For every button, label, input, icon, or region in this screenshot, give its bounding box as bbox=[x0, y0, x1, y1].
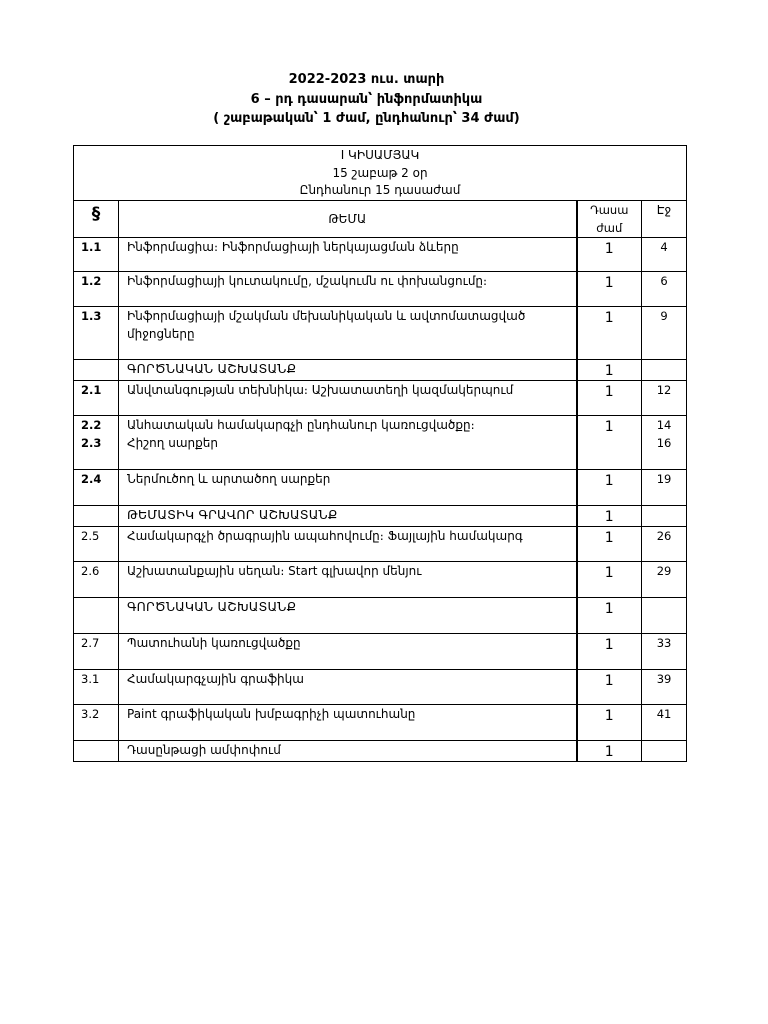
topic-text: Ներմուծող և արտածող սարքեր bbox=[119, 470, 577, 506]
section-number: 2.7 bbox=[74, 634, 119, 670]
semester-duration: 15 շաբաթ 2 օր bbox=[332, 165, 428, 180]
table-row bbox=[74, 307, 687, 360]
section-number: 2.4 bbox=[74, 470, 119, 506]
table-row bbox=[74, 634, 687, 670]
lesson-hours: 1 bbox=[577, 705, 642, 741]
hours-column-header-label: Դասա ժամ bbox=[590, 203, 629, 235]
topic-text: Ինֆորմացիայի կուտակումը, մշակումն ու փոխանցումը։ bbox=[119, 272, 577, 307]
page-number: 14 bbox=[656, 418, 672, 432]
section-number: 1.2 bbox=[74, 272, 119, 307]
table-row bbox=[74, 470, 687, 506]
topic-text: ԳՈՐԾՆԱԿԱՆ ԱՇԽԱՏԱՆՔ bbox=[119, 598, 577, 634]
page-number: 12 bbox=[642, 381, 687, 416]
section-column-header: § bbox=[74, 201, 119, 238]
table-row bbox=[74, 416, 687, 470]
section-number-cell bbox=[74, 598, 119, 634]
section-number: 1.3 bbox=[74, 307, 119, 360]
section-number: 2.2 bbox=[81, 418, 102, 432]
lesson-hours: 1 bbox=[577, 634, 642, 670]
table-row bbox=[74, 562, 687, 598]
semester-header-row bbox=[74, 146, 687, 201]
page-number-cell bbox=[642, 360, 687, 381]
topic-cell bbox=[119, 416, 577, 470]
section-number: 2.3 bbox=[81, 436, 102, 450]
lesson-hours: 1 bbox=[577, 506, 642, 527]
lesson-hours: 1 bbox=[577, 470, 642, 506]
topic-text: Համակարգչի ծրագրային ապահովումը։ Ֆայլային համակարգ bbox=[119, 527, 577, 562]
page-number-cell bbox=[642, 598, 687, 634]
section-number: 1.1 bbox=[74, 238, 119, 272]
lesson-hours: 1 bbox=[577, 381, 642, 416]
section-number: 2.5 bbox=[74, 527, 119, 562]
section-number-cell bbox=[74, 416, 119, 470]
column-header-row bbox=[74, 201, 687, 238]
topic-text: Անհատական համակարգչի ընդհանուր կառուցվածքը։ bbox=[127, 418, 475, 432]
section-number: 2.1 bbox=[74, 381, 119, 416]
page-number: 33 bbox=[642, 634, 687, 670]
page-number: 39 bbox=[642, 670, 687, 705]
document-title-block bbox=[73, 70, 660, 129]
page-number-cell bbox=[642, 741, 687, 762]
lesson-hours: 1 bbox=[577, 416, 642, 470]
page-number: 4 bbox=[642, 238, 687, 272]
lesson-hours: 1 bbox=[577, 562, 642, 598]
topic-text: Անվտանգության տեխնիկա։ Աշխատատեղի կազմակերպում bbox=[119, 381, 577, 416]
topic-column-header: ԹԵՄԱ bbox=[119, 201, 577, 238]
lesson-plan-table bbox=[73, 145, 687, 762]
topic-text: Հիշող սարքեր bbox=[127, 436, 218, 450]
lesson-hours: 1 bbox=[577, 670, 642, 705]
topic-text: Դասընթացի ամփոփում bbox=[119, 741, 577, 762]
lesson-hours: 1 bbox=[577, 238, 642, 272]
topic-text: ԹԵՄԱՏԻԿ ԳՐԱՎՈՐ ԱՇԽԱՏԱՆՔ bbox=[119, 506, 577, 527]
page-number: 6 bbox=[642, 272, 687, 307]
lesson-hours: 1 bbox=[577, 741, 642, 762]
section-number-cell bbox=[74, 360, 119, 381]
semester-title: I ԿԻՍԱՄՅԱԿ bbox=[340, 148, 420, 162]
section-number-cell bbox=[74, 506, 119, 527]
table-row bbox=[74, 705, 687, 741]
page-number: 26 bbox=[642, 527, 687, 562]
hours-column-header bbox=[577, 201, 642, 238]
topic-text: Ինֆորմացիայի մշակման մեխանիկական և ավտոմատացված միջոցները bbox=[119, 307, 577, 360]
topic-text: Պատուհանի կառուցվածքը bbox=[119, 634, 577, 670]
table-row bbox=[74, 527, 687, 562]
section-number: 3.2 bbox=[74, 705, 119, 741]
lesson-hours: 1 bbox=[577, 360, 642, 381]
page-number: 16 bbox=[656, 436, 672, 450]
lesson-hours: 1 bbox=[577, 272, 642, 307]
topic-text: Աշխատանքային սեղան։ Start գլխավոր մենյու bbox=[119, 562, 577, 598]
page-number-cell bbox=[642, 416, 687, 470]
table-row bbox=[74, 741, 687, 762]
table-row bbox=[74, 238, 687, 272]
table-row bbox=[74, 506, 687, 527]
section-number-cell bbox=[74, 741, 119, 762]
page-number-cell bbox=[642, 506, 687, 527]
topic-text: Համակարգչային գրաֆիկա bbox=[119, 670, 577, 705]
topic-text: Ինֆորմացիա։ Ինֆորմացիայի ներկայացման ձևերը bbox=[119, 238, 577, 272]
page-column-header: Էջ bbox=[642, 201, 687, 238]
table-row bbox=[74, 670, 687, 705]
topic-text: Paint գրաֆիկական խմբագրիչի պատուհանը bbox=[119, 705, 577, 741]
page-number: 41 bbox=[642, 705, 687, 741]
semester-total-hours: Ընդհանուր 15 դասաժամ bbox=[299, 183, 461, 197]
table-row bbox=[74, 272, 687, 307]
topic-text: ԳՈՐԾՆԱԿԱՆ ԱՇԽԱՏԱՆՔ bbox=[119, 360, 577, 381]
lesson-hours: 1 bbox=[577, 598, 642, 634]
page-number: 29 bbox=[642, 562, 687, 598]
page-number: 19 bbox=[642, 470, 687, 506]
table-row bbox=[74, 598, 687, 634]
semester-header-cell bbox=[74, 146, 687, 201]
page-number: 9 bbox=[642, 307, 687, 360]
academic-year-title: 2022-2023 ուս. տարի bbox=[288, 72, 445, 87]
lesson-hours: 1 bbox=[577, 527, 642, 562]
grade-subject-title: 6 – րդ դասարան՝ ինֆորմատիկա bbox=[250, 91, 483, 107]
table-row bbox=[74, 360, 687, 381]
lesson-hours: 1 bbox=[577, 307, 642, 360]
section-number: 2.6 bbox=[74, 562, 119, 598]
hours-summary-title: ( շաբաթական՝ 1 ժամ, ընդհանուր՝ 34 ժամ) bbox=[213, 111, 520, 126]
section-number: 3.1 bbox=[74, 670, 119, 705]
table-row bbox=[74, 381, 687, 416]
